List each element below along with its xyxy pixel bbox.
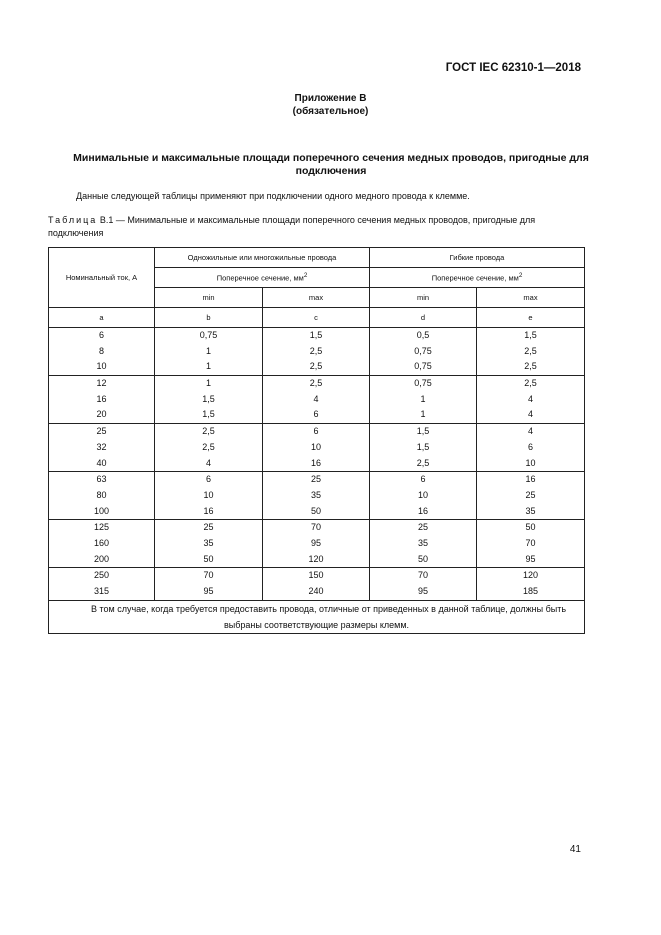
header-flexible-conductors: Гибкие провода — [370, 248, 585, 268]
solid-max-cell: 6 10 16 — [263, 424, 370, 472]
table-row-group — [49, 568, 585, 600]
flex-max-cell: 2,5 4 4 — [477, 376, 585, 424]
table-row-group — [49, 376, 585, 424]
flex-max-cell: 120 185 — [477, 568, 585, 600]
flex-min-cell: 0,5 0,75 0,75 — [370, 328, 477, 376]
solid-max-cell: 2,5 4 6 — [263, 376, 370, 424]
column-letter: d — [370, 308, 477, 328]
subheader-flex-cross-section: Поперечное сечение, $мм^2$ — [370, 268, 585, 288]
subheader-solid-cross-section: Поперечное сечение, $мм^2$ — [155, 268, 370, 288]
current-cell: 125 160 200 — [49, 520, 155, 568]
flex-min-cell: 0,75 1 1 — [370, 376, 477, 424]
solid-min-cell: 1 1,5 1,5 — [155, 376, 263, 424]
solid-min-cell: 70 95 — [155, 568, 263, 600]
flex-max-cell: 50 70 95 — [477, 520, 585, 568]
document-code: ГОСТ IEC 62310-1—2018 — [445, 62, 581, 74]
table-caption-text: В.1 — Минимальные и максимальные площади поперечного сечения медных проводов, пригодные для подключения — [48, 215, 536, 238]
header-solid-max: max — [263, 288, 370, 308]
intro-paragraph: Данные следующей таблицы применяют при подключении одного медного провода к клемме. — [76, 191, 470, 201]
column-letter: a — [49, 308, 155, 328]
flex-max-cell: 1,5 2,5 2,5 — [477, 328, 585, 376]
column-letter: b — [155, 308, 263, 328]
annex-status: (обязательное) — [292, 106, 369, 117]
conductor-table — [48, 247, 585, 634]
header-solid-conductors: Одножильные или многожильные провода — [155, 248, 370, 268]
table-row-group — [49, 424, 585, 472]
header-current: Номинальный ток, А — [49, 248, 155, 308]
table-row-group — [49, 328, 585, 376]
annex-name: Приложение В — [294, 93, 367, 104]
solid-max-cell: 150 240 — [263, 568, 370, 600]
current-cell: 25 32 40 — [49, 424, 155, 472]
column-letter: e — [477, 308, 585, 328]
table-row-group — [49, 472, 585, 520]
table-caption — [48, 214, 584, 240]
flex-max-cell: 16 25 35 — [477, 472, 585, 520]
solid-min-cell: 25 35 50 — [155, 520, 263, 568]
current-cell: 12 16 20 — [49, 376, 155, 424]
solid-min-cell: 2,5 2,5 4 — [155, 424, 263, 472]
annex-title: Минимальные и максимальные площади поперечного сечения медных проводов, пригодные для подключения — [73, 152, 589, 177]
header-flex-min: min — [370, 288, 477, 308]
table-note-text: В том случае, когда требуется предоставить провода, отличные от приведенных в данной таблице, должны быть выбраны соответствующие размеры клемм. — [90, 603, 567, 630]
table-note — [49, 600, 585, 633]
current-cell: 250 315 — [49, 568, 155, 600]
flex-min-cell: 1,5 1,5 2,5 — [370, 424, 477, 472]
header-flex-max: max — [477, 288, 585, 308]
column-letter: c — [263, 308, 370, 328]
flex-min-cell: 6 10 16 — [370, 472, 477, 520]
solid-max-cell: 25 35 50 — [263, 472, 370, 520]
table-caption-prefix: Таблица — [48, 215, 98, 225]
annex-heading — [0, 92, 661, 118]
flex-max-cell: 4 6 10 — [477, 424, 585, 472]
page-number: 41 — [569, 844, 581, 855]
flex-min-cell: 70 95 — [370, 568, 477, 600]
header-solid-min: min — [155, 288, 263, 308]
solid-min-cell: 0,75 1 1 — [155, 328, 263, 376]
solid-max-cell: 1,5 2,5 2,5 — [263, 328, 370, 376]
solid-min-cell: 6 10 16 — [155, 472, 263, 520]
current-cell: 63 80 100 — [49, 472, 155, 520]
solid-max-cell: 70 95 120 — [263, 520, 370, 568]
flex-min-cell: 25 35 50 — [370, 520, 477, 568]
current-cell: 6 8 10 — [49, 328, 155, 376]
table-row-group — [49, 520, 585, 568]
